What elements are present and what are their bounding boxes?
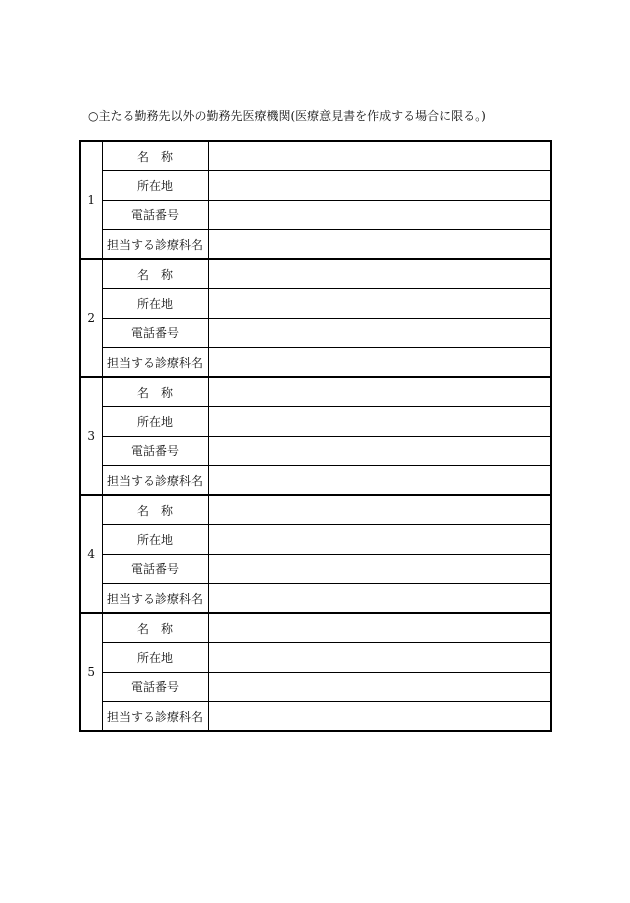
field-value-address[interactable] (208, 643, 551, 673)
field-value-department[interactable] (208, 466, 551, 496)
field-label-address: 所在地 (102, 643, 208, 673)
field-label-address: 所在地 (102, 289, 208, 319)
table-row (80, 318, 551, 348)
page-heading: ○主たる勤務先以外の勤務先医療機関(医療意見書を作成する場合に限る。) (88, 109, 486, 123)
field-label-name: 名 称 (102, 495, 208, 525)
field-value-name[interactable] (208, 377, 551, 407)
field-label-address: 所在地 (102, 407, 208, 437)
field-label-department: 担当する診療科名 (102, 348, 208, 378)
field-label-department: 担当する診療科名 (102, 584, 208, 614)
table-row (80, 525, 551, 555)
field-value-phone[interactable] (208, 436, 551, 466)
table-row (80, 584, 551, 614)
field-label-address: 所在地 (102, 171, 208, 201)
table-row (80, 141, 551, 171)
field-label-phone: 電話番号 (102, 554, 208, 584)
table-row (80, 672, 551, 702)
field-value-department[interactable] (208, 584, 551, 614)
table-row (80, 495, 551, 525)
table-row (80, 643, 551, 673)
field-label-phone: 電話番号 (102, 436, 208, 466)
table-row (80, 348, 551, 378)
table-row (80, 259, 551, 289)
field-value-name[interactable] (208, 495, 551, 525)
table-row (80, 436, 551, 466)
field-label-address: 所在地 (102, 525, 208, 555)
table-row (80, 554, 551, 584)
field-label-name: 名 称 (102, 259, 208, 289)
field-label-phone: 電話番号 (102, 200, 208, 230)
table-row (80, 289, 551, 319)
field-value-name[interactable] (208, 259, 551, 289)
field-value-phone[interactable] (208, 672, 551, 702)
group-number: 4 (80, 495, 102, 613)
table-row (80, 407, 551, 437)
group-number: 2 (80, 259, 102, 377)
field-label-name: 名 称 (102, 377, 208, 407)
field-label-department: 担当する診療科名 (102, 702, 208, 732)
field-value-phone[interactable] (208, 318, 551, 348)
medical-institution-table (79, 140, 552, 732)
field-value-phone[interactable] (208, 554, 551, 584)
table-row (80, 171, 551, 201)
group-number: 1 (80, 141, 102, 259)
field-label-phone: 電話番号 (102, 672, 208, 702)
field-value-address[interactable] (208, 171, 551, 201)
field-value-department[interactable] (208, 230, 551, 260)
table-row (80, 200, 551, 230)
table-row (80, 466, 551, 496)
field-value-department[interactable] (208, 348, 551, 378)
table-row (80, 613, 551, 643)
field-value-phone[interactable] (208, 200, 551, 230)
table-row (80, 702, 551, 732)
group-number: 3 (80, 377, 102, 495)
field-value-address[interactable] (208, 525, 551, 555)
field-label-department: 担当する診療科名 (102, 466, 208, 496)
field-label-phone: 電話番号 (102, 318, 208, 348)
field-value-department[interactable] (208, 702, 551, 732)
group-number: 5 (80, 613, 102, 731)
field-value-name[interactable] (208, 613, 551, 643)
field-value-address[interactable] (208, 407, 551, 437)
field-label-name: 名 称 (102, 613, 208, 643)
field-value-address[interactable] (208, 289, 551, 319)
table-body (80, 141, 551, 731)
field-value-name[interactable] (208, 141, 551, 171)
field-label-department: 担当する診療科名 (102, 230, 208, 260)
table-row (80, 377, 551, 407)
field-label-name: 名 称 (102, 141, 208, 171)
table-row (80, 230, 551, 260)
